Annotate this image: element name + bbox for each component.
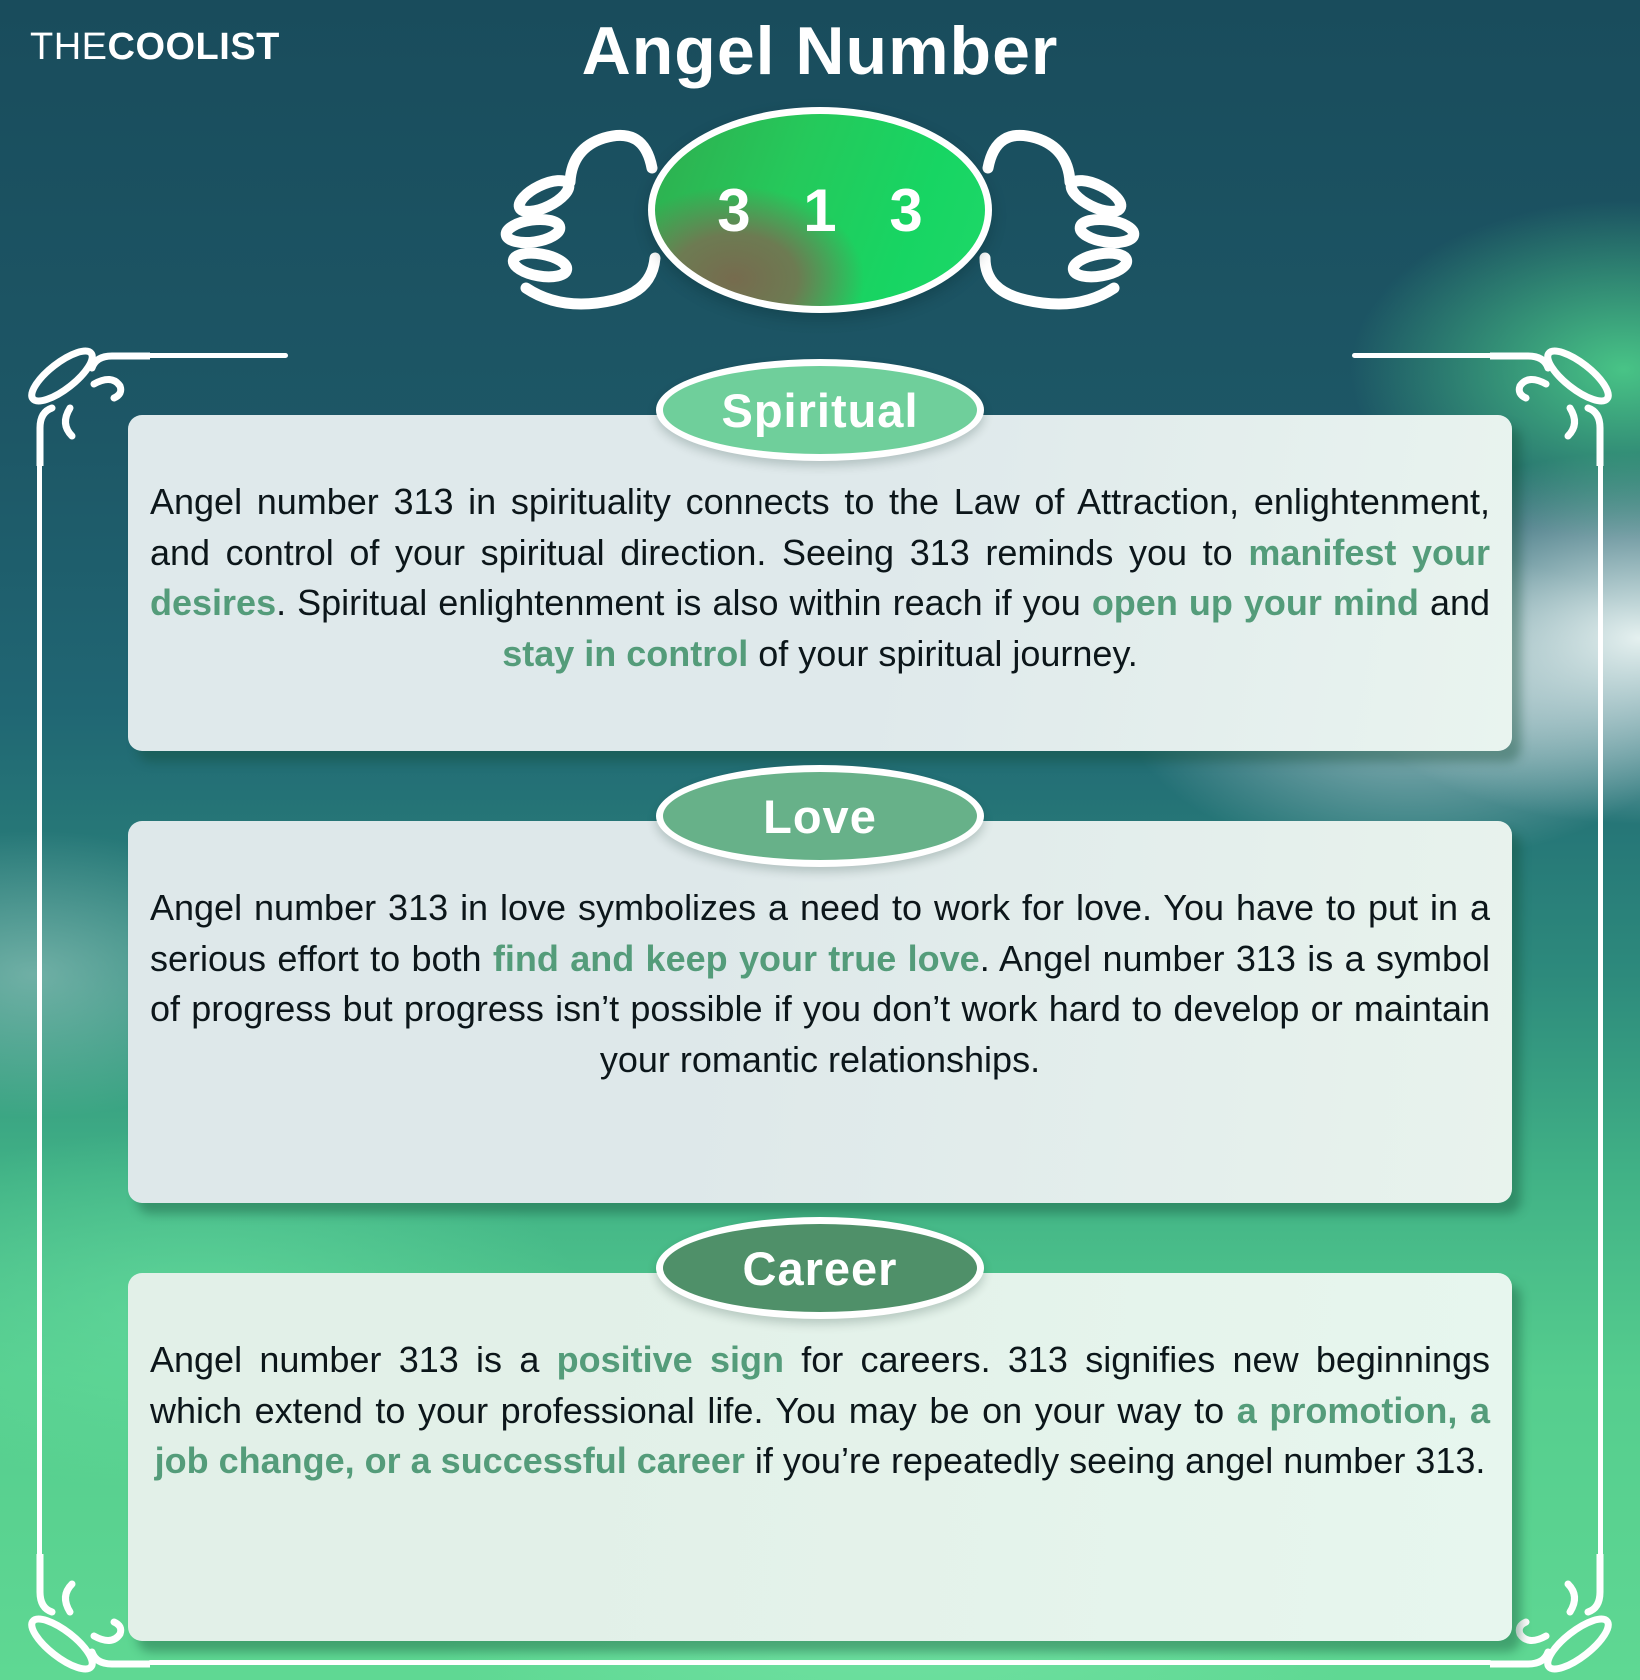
winged-number-badge <box>490 101 1150 319</box>
page-title: Angel Number <box>581 13 1059 89</box>
logo-prefix: THE <box>30 26 108 68</box>
badge-spiritual <box>656 359 984 461</box>
thecoolist-logo <box>30 26 280 69</box>
frame-line-top-left <box>146 353 288 358</box>
angel-wing-right-icon <box>976 110 1148 310</box>
badge-love-label: Love <box>763 789 877 843</box>
badge-career <box>656 1217 984 1319</box>
section-career <box>128 1217 1512 1641</box>
paragraph-career: Angel number 313 is a positive sign for careers. 313 signifies new beginnings which extend to your professional life. You may be on your way to a promotion, a job change, or a successful career if you’re repeatedly seeing angel number 313. <box>150 1339 1490 1482</box>
card-love <box>128 821 1512 1203</box>
card-spiritual <box>128 415 1512 751</box>
badge-spiritual-label: Spiritual <box>721 383 919 437</box>
logo-name: COOLIST <box>107 26 280 68</box>
badge-love <box>656 765 984 867</box>
frame-line-top-right <box>1352 353 1494 358</box>
card-career <box>128 1273 1512 1641</box>
badge-career-label: Career <box>742 1241 898 1295</box>
paragraph-love: Angel number 313 in love symbolizes a need to work for love. You have to put in a serious effort to both find and keep your true love. Angel number 313 is a symbol of progress but progress isn’t possible if you don’t work hard to develop or maintain your romantic relationships. <box>150 887 1490 1080</box>
angel-wing-left-icon <box>492 110 664 310</box>
sections-container <box>0 359 1640 1641</box>
number-oval <box>648 107 992 313</box>
frame-line-bottom <box>148 1660 1492 1665</box>
paragraph-spiritual: Angel number 313 in spirituality connects to the Law of Attraction, enlightenment, and control of your spiritual direction. Seeing 313 reminds you to manifest your desires. Spiritual enlightenment is also within reach if you open up your mind and stay in control of your spiritual journey. <box>150 481 1491 674</box>
section-love <box>128 765 1512 1203</box>
angel-number-value: 3 1 3 <box>717 176 941 244</box>
section-spiritual <box>128 359 1512 751</box>
